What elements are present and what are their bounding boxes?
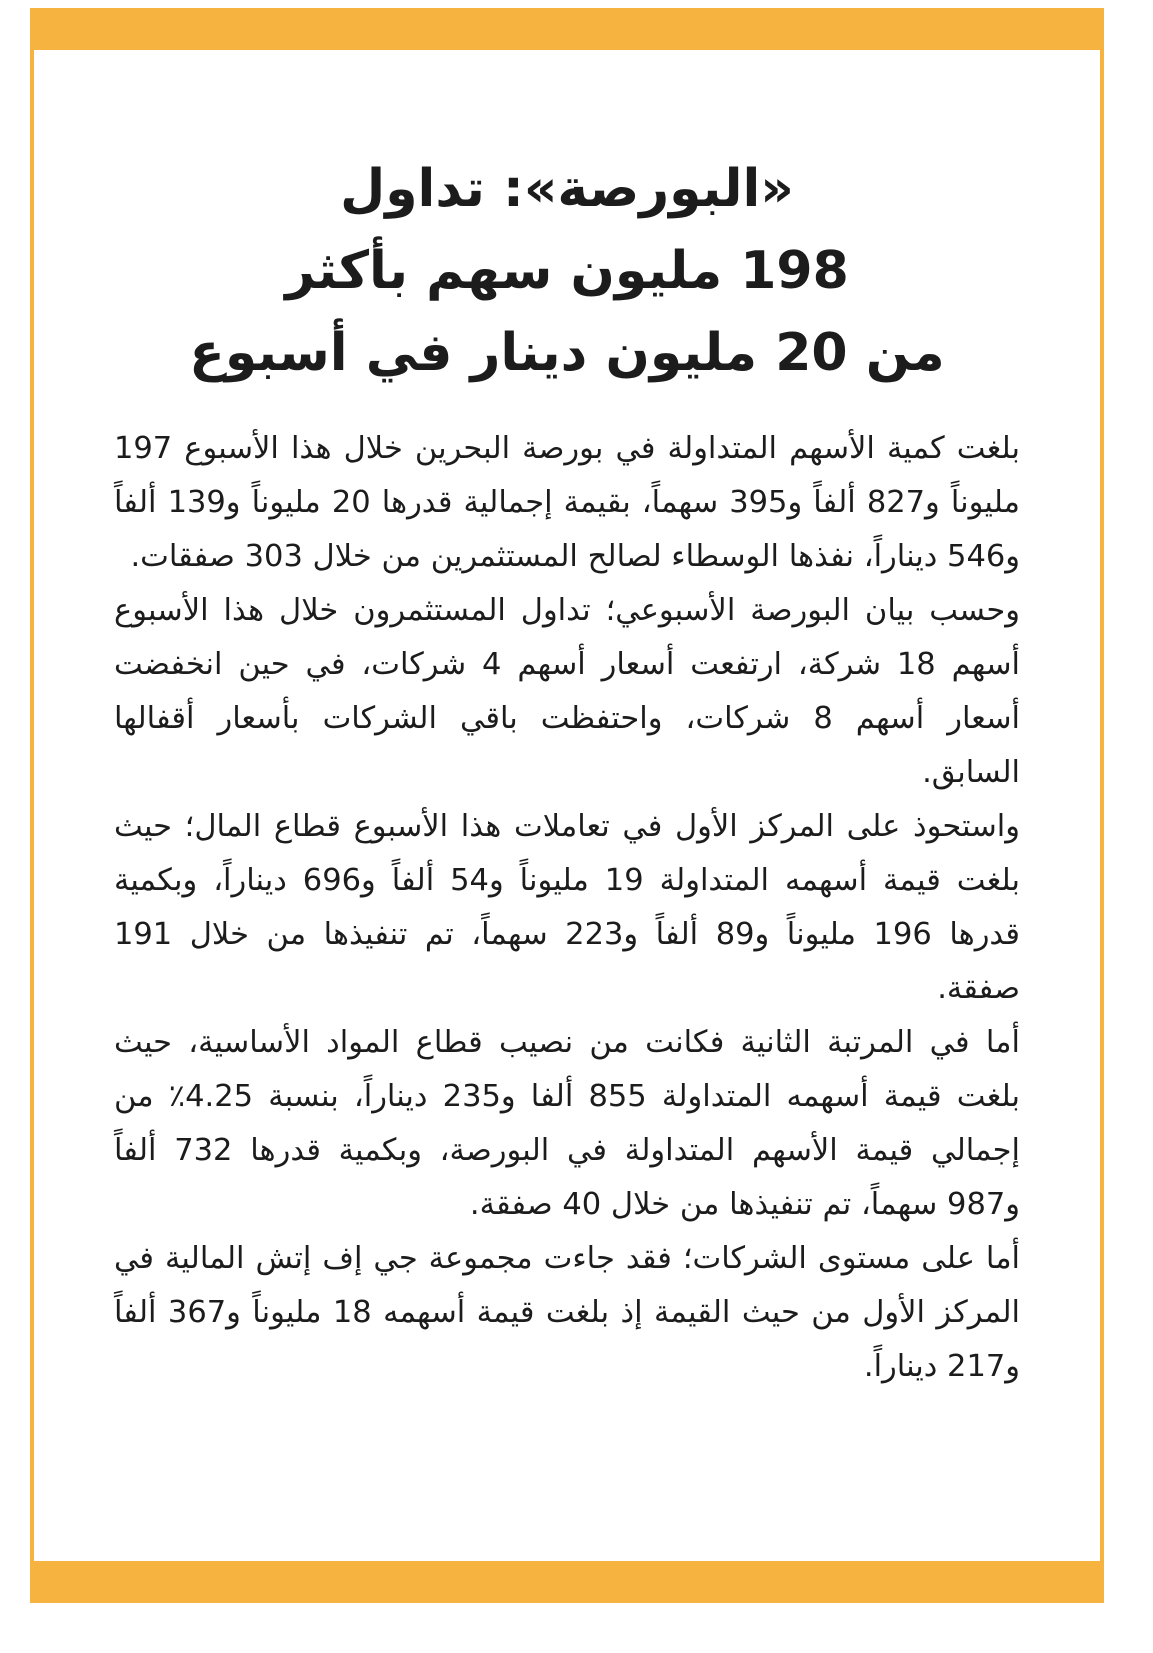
paragraph-5: أما على مستوى الشركات؛ فقد جاءت مجموعة جي إف إتش المالية في المركز الأول من حيث القيمة إذ بلغت قيمة أسهمه 18 مليوناً و367 ألفاً و217 ديناراً. <box>114 1241 1020 1384</box>
paragraph-2: وحسب بيان البورصة الأسبوعي؛ تداول المستثمرون خلال هذا الأسبوع أسهم 18 شركة، ارتفعت أسعار أسهم 4 شركات، في حين انخفضت أسعار أسهم 8 شركات، واحتفظت باقي الشركات بأسعار أقفالها السابق. <box>114 593 1020 790</box>
bottom-accent-bar <box>34 1561 1100 1603</box>
headline <box>114 148 1020 394</box>
paragraph-1: بلغت كمية الأسهم المتداولة في بورصة البحرين خلال هذا الأسبوع 197 مليوناً و827 ألفاً و395 سهماً، بقيمة إجمالية قدرها 20 مليوناً و139 ألفاً و546 ديناراً، نفذها الوسطاء لصالح المستثمرين من خلال 303 صفقات. <box>114 431 1021 574</box>
headline-line-1: «البورصة»: تداول <box>340 159 794 219</box>
article <box>114 148 1020 1394</box>
paragraph-4: أما في المرتبة الثانية فكانت من نصيب قطاع المواد الأساسية، حيث بلغت قيمة أسهمه المتداولة 855 ألفا و235 ديناراً، بنسبة 4.25٪ من إجمالي قيمة الأسهم المتداولة في البورصة، وبكمية قدرها 732 ألفاً و987 سهماً، تم تنفيذها من خلال 40 صفقة. <box>114 1025 1020 1222</box>
top-accent-bar <box>34 8 1100 50</box>
headline-line-3: من 20 مليون دينار في أسبوع <box>189 323 945 383</box>
article-frame <box>30 8 1104 1603</box>
paragraph-3: واستحوذ على المركز الأول في تعاملات هذا الأسبوع قطاع المال؛ حيث بلغت قيمة أسهمه المتداولة 19 مليوناً و54 ألفاً و696 ديناراً، وبكمية قدرها 196 مليوناً و89 ألفاً و223 سهماً، تم تنفيذها من خلال 191 صفقة. <box>114 809 1021 1006</box>
headline-line-2: 198 مليون سهم بأكثر <box>285 241 849 301</box>
